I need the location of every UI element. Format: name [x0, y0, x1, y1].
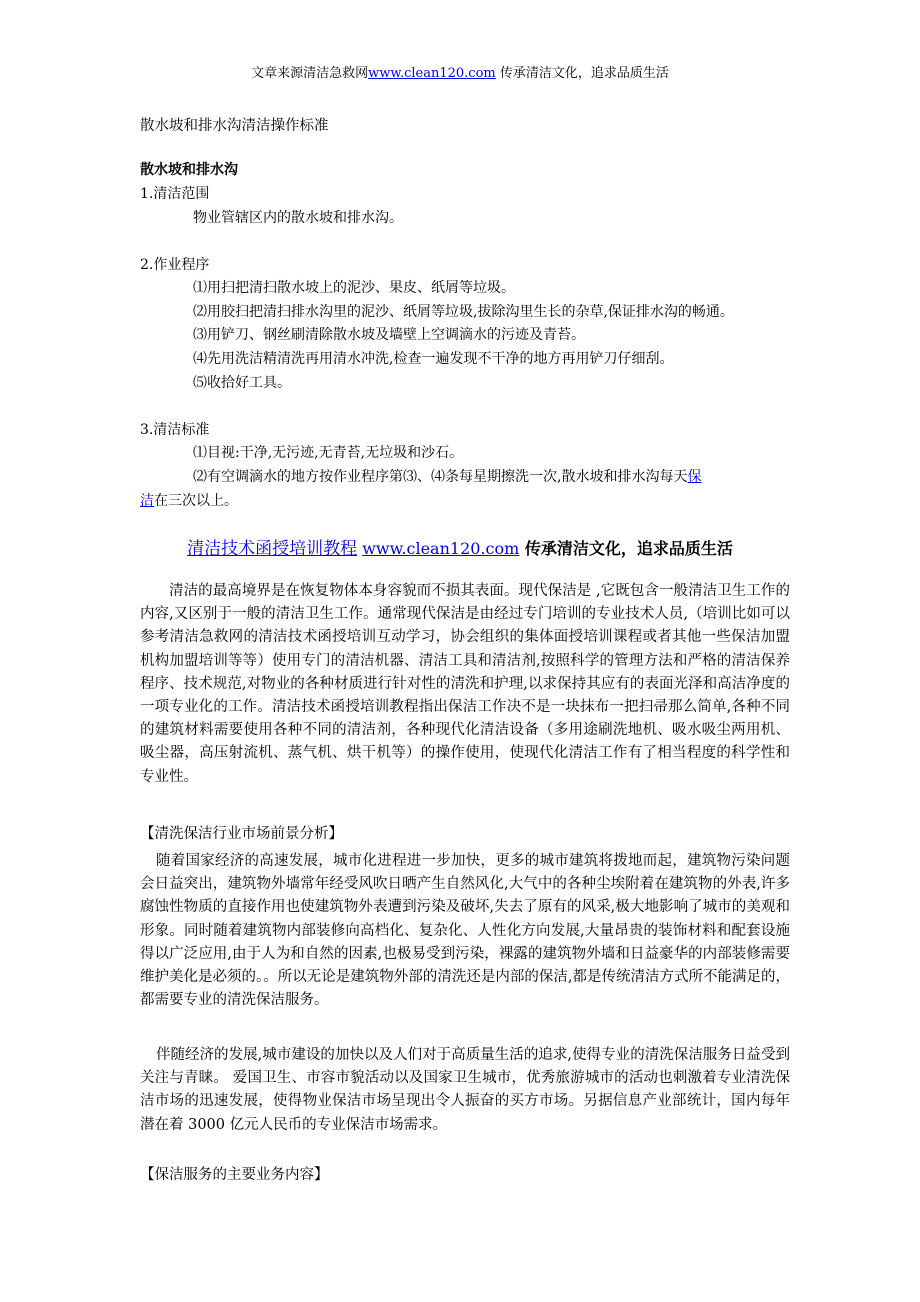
market-heading: 【清洗保洁行业市场前景分析】 — [140, 826, 343, 842]
cleaning-link[interactable]: 保 — [687, 469, 702, 485]
promo-slogan: 传承清洁文化，追求品质生活 — [519, 539, 733, 558]
standard-item — [193, 467, 701, 487]
market-text: 伴随经济的发展,城市建设的加快以及人们对于高质量生活的追求,使得专业的清洗保洁服务日益受到关注与青睐。 爱国卫生、市容市貌活动以及国家卫生城市，优秀旅游城市的活动也刺激着专业清洗保洁市场的迅速发展，使得物业保洁市场呈现出令人振奋的买方市场。另据信息产业部统计，国内每年潜在着 3000 亿元人民币的专业保洁市场需求。 — [140, 1047, 790, 1133]
standard-title: 3.清洁标准 — [140, 422, 210, 438]
document-title: 散水坡和排水沟清洁操作标准 — [140, 118, 329, 134]
cleaning-link[interactable]: 洁 — [140, 493, 154, 509]
market-paragraph-2 — [140, 1044, 790, 1137]
intro-text: 清洁的最高境界是在恢复物体本身容貌而不损其表面。现代保洁是 ,它既包含一般清洁卫生工作的内容,又区别于一般的清洁卫生工作。通常现代保洁是由经过专门培训的专业技术人员,（培训比如可以参考清洁急救网的清洁技术函授培训互动学习，协会组织的集体面授培训课程或者其他一些保洁加盟机构加盟培训等等）使用专门的清洁机器、清洁工具和清洁剂,按照科学的管理方法和严格的清洁保养程序、技术规范,对物业的各种材质进行针对性的清洗和护理,以求保持其应有的表面光泽和高洁净度的一项专业化的工作。清洁技术函授培训教程指出保洁工作决不是一块抹布一把扫帚那么简单,各种不同的建筑材料需要使用各种不同的清洁剂，各种现代化清洁设备（多用途刷洗地机、吸水吸尘两用机、吸尘器，高压射流机、蒸气机、烘干机等）的操作使用，使现代化清洁工作有了相当程度的科学性和专业性。 — [140, 583, 790, 785]
header-site-link[interactable]: www.clean120.com — [368, 66, 496, 81]
header-prefix: 文章来源清洁急救网 — [251, 66, 369, 81]
scope-body: 物业管辖区内的散水坡和排水沟。 — [193, 210, 403, 226]
procedure-item: ⑶用铲刀、钢丝刷清除散水坡及墙壁上空调滴水的污迹及青苔。 — [193, 327, 585, 343]
standard-item-cont — [140, 491, 238, 511]
standard-item: ⑴目视:干净,无污迹,无青苔,无垃圾和沙石。 — [193, 445, 464, 461]
section-heading: 散水坡和排水沟 — [140, 162, 238, 178]
standard-item-text: ⑵有空调滴水的地方按作业程序第⑶、⑷条每星期擦洗一次,散水坡和排水沟每天 — [193, 469, 688, 485]
market-paragraph-1 — [140, 850, 790, 1012]
services-heading: 【保洁服务的主要业务内容】 — [140, 1167, 329, 1183]
promo-banner — [0, 538, 920, 560]
intro-paragraph — [140, 580, 790, 789]
promo-site-link[interactable]: www.clean120.com — [362, 539, 520, 558]
scope-title: 1.清洁范围 — [140, 186, 210, 202]
procedure-title: 2.作业程序 — [140, 257, 210, 273]
market-text: 随着国家经济的高速发展，城市化进程进一步加快，更多的城市建筑将拨地而起，建筑物污染问题会日益突出，建筑物外墙常年经受风吹日晒产生自然风化,大气中的各种尘埃附着在建筑物的外表,许多腐蚀性物质的直接作用也使建筑物外表遭到污染及破坏,失去了原有的风采,极大地影响了城市的美观和形象。同时随着建筑物内部装修向高档化、复杂化、人性化方向发展,大量昂贵的装饰材料和配套设施得以广泛应用,由于人为和自然的因素,也极易受到污染，裸露的建筑物外墙和日益豪华的内部装修需要维护美化是必须的。。所以无论是建筑物外部的清洗还是内部的保洁,都是传统清洁方式所不能满足的，都需要专业的清洗保洁服务。 — [140, 853, 790, 1009]
procedure-item: ⑵用胶扫把清扫排水沟里的泥沙、纸屑等垃圾,拔除沟里生长的杂草,保证排水沟的畅通。 — [193, 304, 734, 320]
procedure-item: ⑸收拾好工具。 — [193, 375, 291, 391]
training-course-link[interactable]: 清洁技术函授培训教程 — [187, 539, 358, 559]
standard-item-text: 在三次以上。 — [154, 493, 238, 509]
page-header — [0, 64, 920, 84]
procedure-item: ⑷先用洗洁精清洗再用清水冲洗,检查一遍发现不干净的地方再用铲刀仔细刮。 — [193, 351, 674, 367]
procedure-item: ⑴用扫把清扫散水坡上的泥沙、果皮、纸屑等垃圾。 — [193, 280, 515, 296]
header-slogan: 传承清洁文化，追求品质生活 — [495, 66, 669, 81]
